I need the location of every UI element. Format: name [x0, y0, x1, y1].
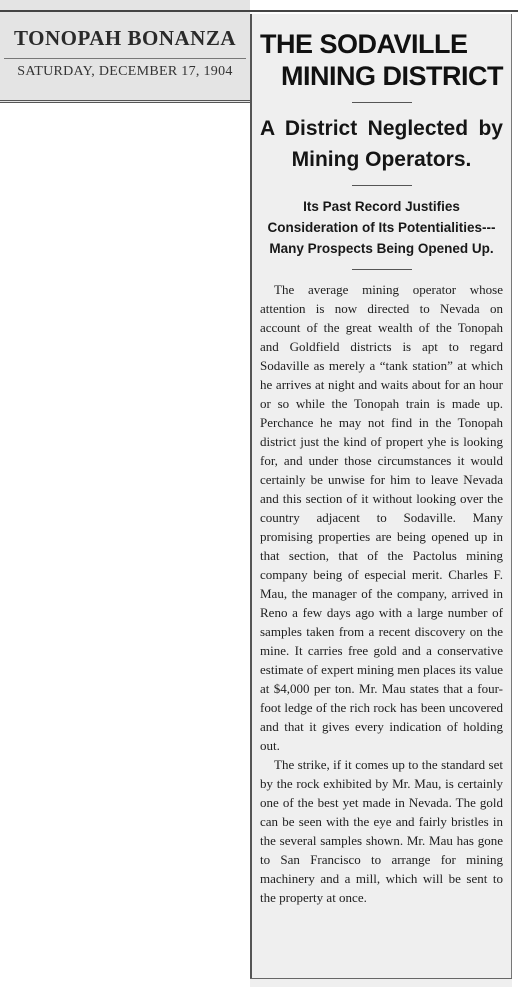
article-deck [260, 113, 503, 175]
body-paragraph-1: The average mining operator whose attention is now directed to Nevada on account of the great wealth of the Tonopah and Goldfield districts is apt to regard Sodaville as merely a “tank station” at which he arrives at night and waits about for an hour or so while the Tonopah train is made up. Perchance he may not find in the Tonopah district just the kind of propert yhe is looking for, and under those circumstances it would certainly be unwise for him to leave Nevada and this section of it without looking over the country adjacent to Sodaville. Many promising properties are being opened up in that section, that of the Pactolus mining company being of especial merit. Charles F. Mau, the manager of the company, arrived in Reno a few days ago with a large number of samples taken from a recent discovery on the mine. It carries free gold and a conservative estimate of expert mining men places its value at $4,000 per ton. Mr. Mau states that a four-foot ledge of the rich rock has been uncovered and that it gives every indication of holding out. [260, 282, 503, 753]
article-body [260, 280, 503, 907]
headline-line-1: THE SODAVILLE [260, 29, 468, 59]
column-top-rule [250, 10, 518, 12]
body-paragraph-2: The strike, if it comes up to the standard set by the rock exhibited by Mr. Mau, is certainly one of the best yet made in Nevada. The gold can be seen with the eye and fairly bristles in the several samples shown. Mr. Mau has gone to San Francisco to arrange for mining machinery and a mill, which will be sent to the property at once. [260, 757, 503, 905]
deck-line-2: Mining Operators. [291, 148, 472, 171]
publication-date: SATURDAY, DECEMBER 17, 1904 [17, 64, 233, 79]
masthead-top-rule [0, 10, 250, 12]
article-subdeck: Its Past Record Justifies Consideration of Its Potentialities---Many Prospects Being Opened Up. [267, 199, 496, 256]
newspaper-masthead [0, 0, 250, 103]
deck-line-1: A District Neglected by [260, 117, 503, 140]
headline-line-2: MINING DISTRICT [281, 61, 503, 91]
deck-divider [352, 185, 412, 186]
article-headline [260, 28, 503, 92]
subdeck-divider [352, 269, 412, 270]
headline-divider [352, 102, 412, 103]
article-column [250, 14, 512, 986]
newspaper-name: TONOPAH BONANZA [14, 26, 236, 50]
masthead-divider [4, 58, 246, 59]
